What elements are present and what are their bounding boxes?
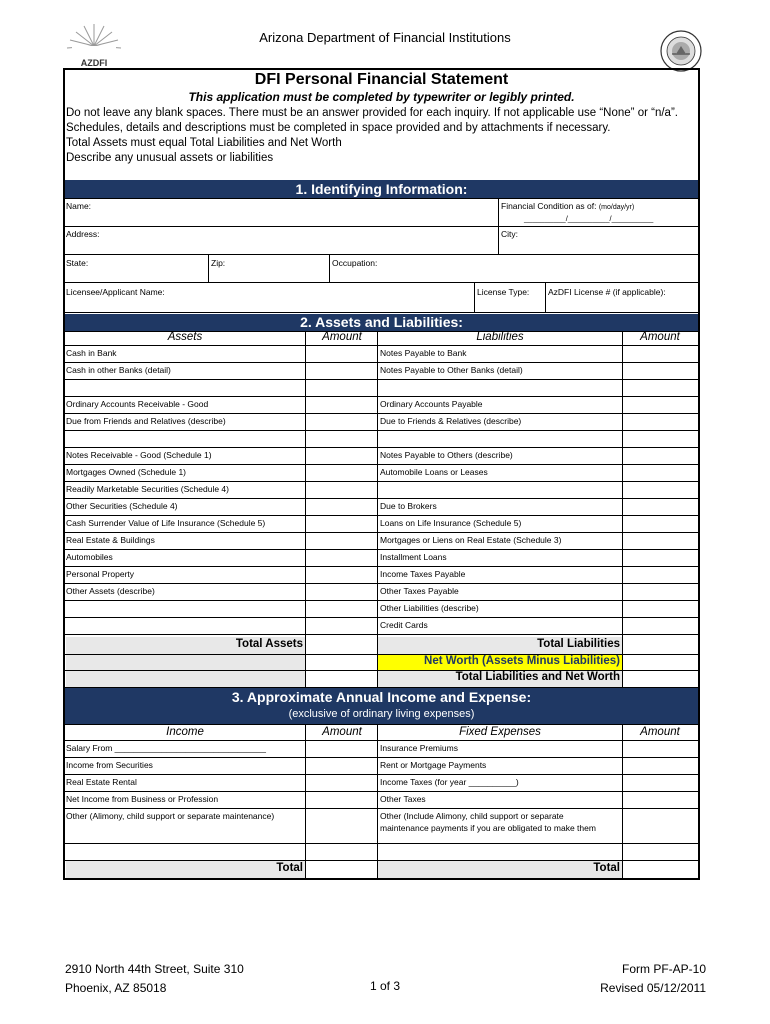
liability-row-label: Income Taxes Payable bbox=[380, 569, 466, 579]
liabilities-column-header: Liabilities bbox=[476, 331, 524, 343]
liability-row-label: Installment Loans bbox=[380, 552, 447, 562]
income-row-label: Income from Securities bbox=[66, 760, 153, 770]
income-total-label: Total bbox=[276, 862, 303, 874]
total-liabilities-net-worth-label: Total Liabilities and Net Worth bbox=[455, 671, 620, 683]
address-field[interactable]: Address: bbox=[66, 229, 100, 239]
page-number: 1 of 3 bbox=[369, 979, 401, 993]
table-row-divider bbox=[65, 634, 698, 635]
instruction-line: Total Assets must equal Total Liabilities and Net Worth bbox=[66, 137, 342, 149]
licensee-name-field[interactable]: Licensee/Applicant Name: bbox=[66, 287, 165, 297]
income-row-label: Net Income from Business or Profession bbox=[66, 794, 219, 804]
income-column-header: Income bbox=[166, 726, 204, 738]
liability-row-label: Other Liabilities (describe) bbox=[380, 603, 479, 613]
asset-row-label: Automobiles bbox=[66, 552, 113, 562]
name-field[interactable]: Name: bbox=[66, 201, 92, 211]
net-worth-label: Net Worth (Assets Minus Liabilities) bbox=[424, 655, 620, 667]
date-format-hint: (mo/day/yr) bbox=[598, 204, 635, 211]
liability-row-label: Credit Cards bbox=[380, 620, 428, 630]
income-row-label[interactable]: Salary From ________________________________ bbox=[66, 743, 266, 753]
asset-row-label: Cash in other Banks (detail) bbox=[66, 365, 171, 375]
section3-subtitle: (exclusive of ordinary living expenses) bbox=[288, 708, 475, 720]
section3-header bbox=[65, 688, 698, 724]
table-row-divider bbox=[65, 566, 698, 567]
table-row-divider bbox=[65, 481, 698, 482]
revised-date: Revised 05/12/2011 bbox=[600, 981, 706, 995]
liability-row-label: Mortgages or Liens on Real Estate (Schedule 3) bbox=[380, 535, 562, 545]
table-row-divider bbox=[65, 447, 698, 448]
liability-row-label: Notes Payable to Others (describe) bbox=[380, 450, 513, 460]
table-row-divider bbox=[65, 600, 698, 601]
asset-row-label: Other Assets (describe) bbox=[66, 586, 155, 596]
income-amount-column-header: Amount bbox=[322, 726, 362, 738]
table-row-divider bbox=[65, 498, 698, 499]
table-row-divider bbox=[65, 464, 698, 465]
income-row-label: Other (Alimony, child support or separate maintenance) bbox=[66, 811, 275, 821]
state-field[interactable]: State: bbox=[66, 258, 89, 268]
expenses-column-header: Fixed Expenses bbox=[459, 726, 541, 738]
liability-row-label: Due to Brokers bbox=[380, 501, 437, 511]
city-field[interactable]: City: bbox=[501, 229, 518, 239]
table-row-divider bbox=[65, 515, 698, 516]
total-assets-label: Total Assets bbox=[235, 638, 303, 650]
expense-row-label: Rent or Mortgage Payments bbox=[380, 760, 487, 770]
liability-row-label: Loans on Life Insurance (Schedule 5) bbox=[380, 518, 522, 528]
financial-condition-label: Financial Condition as of: (mo/day/yr) bbox=[501, 201, 635, 211]
instruction-line: Do not leave any blank spaces. There must be an answer provided for each inquiry. If not applicable use “None” or “n/a”. bbox=[66, 107, 678, 119]
state-seal-icon bbox=[660, 30, 702, 72]
financial-condition-date-field[interactable]: __________/__________/__________ bbox=[524, 214, 654, 223]
section1-header: 1. Identifying Information: bbox=[65, 180, 698, 198]
footer-address-line1: 2910 North 44th Street, Suite 310 bbox=[65, 962, 244, 976]
table-row-divider bbox=[65, 583, 698, 584]
form-number: Form PF-AP-10 bbox=[621, 962, 706, 976]
liability-row-label: Ordinary Accounts Payable bbox=[380, 399, 483, 409]
expense-row-label: Other Taxes bbox=[380, 794, 426, 804]
azdfi-license-field[interactable]: AzDFI License # (if applicable): bbox=[548, 287, 666, 297]
instruction-line: Describe any unusual assets or liabilities bbox=[66, 152, 274, 164]
table-row-divider bbox=[65, 430, 698, 431]
asset-row-label: Mortgages Owned (Schedule 1) bbox=[66, 467, 187, 477]
section2-header: 2. Assets and Liabilities: bbox=[65, 314, 698, 331]
table-row-divider bbox=[65, 617, 698, 618]
section3-title: 3. Approximate Annual Income and Expense: bbox=[231, 689, 532, 705]
asset-row-label: Readily Marketable Securities (Schedule 4) bbox=[66, 484, 229, 494]
license-type-field[interactable]: License Type: bbox=[477, 287, 530, 297]
expense-row-label[interactable]: Income Taxes (for year __________) bbox=[380, 777, 519, 787]
department-name: Arizona Department of Financial Institutions bbox=[259, 30, 511, 45]
footer-address-line2: Phoenix, AZ 85018 bbox=[65, 981, 167, 995]
liability-row-label: Other Taxes Payable bbox=[380, 586, 459, 596]
instruction-line: Schedules, details and descriptions must be completed in space provided and by attachments if necessary. bbox=[66, 122, 611, 134]
total-liabilities-label: Total Liabilities bbox=[537, 638, 620, 650]
expense-row-label-continued: maintenance payments if you are obligated to make them bbox=[380, 823, 596, 833]
liability-row-label: Notes Payable to Bank bbox=[380, 348, 467, 358]
table-row-divider bbox=[65, 532, 698, 533]
asset-row-label: Ordinary Accounts Receivable - Good bbox=[66, 399, 209, 409]
table-row-divider bbox=[65, 549, 698, 550]
logo-text: AZDFI bbox=[80, 58, 108, 68]
expense-row-label: Insurance Premiums bbox=[380, 743, 458, 753]
liability-row-label: Due to Friends & Relatives (describe) bbox=[380, 416, 522, 426]
expense-amount-column-header: Amount bbox=[640, 726, 680, 738]
table-row-divider bbox=[65, 379, 698, 380]
liability-amount-column-header: Amount bbox=[640, 331, 680, 343]
asset-row-label: Real Estate & Buildings bbox=[66, 535, 155, 545]
table-row-divider bbox=[65, 413, 698, 414]
asset-row-label: Due from Friends and Relatives (describe) bbox=[66, 416, 226, 426]
table-row-divider bbox=[65, 396, 698, 397]
occupation-field[interactable]: Occupation: bbox=[332, 258, 378, 268]
form-title: DFI Personal Financial Statement bbox=[254, 71, 509, 88]
asset-row-label: Other Securities (Schedule 4) bbox=[66, 501, 178, 511]
asset-row-label: Personal Property bbox=[66, 569, 135, 579]
assets-column-header: Assets bbox=[167, 331, 203, 343]
asset-row-label: Cash Surrender Value of Life Insurance (Schedule 5) bbox=[66, 518, 266, 528]
asset-amount-column-header: Amount bbox=[322, 331, 362, 343]
table-row-divider bbox=[65, 362, 698, 363]
income-row-label: Real Estate Rental bbox=[66, 777, 137, 787]
asset-row-label: Notes Receivable - Good (Schedule 1) bbox=[66, 450, 212, 460]
azdfi-logo bbox=[62, 20, 126, 72]
expense-row-label: Other (Include Alimony, child support or separate bbox=[380, 811, 564, 821]
zip-field[interactable]: Zip: bbox=[211, 258, 226, 268]
form-subtitle: This application must be completed by typewriter or legibly printed. bbox=[188, 90, 575, 104]
asset-row-label: Cash in Bank bbox=[66, 348, 117, 358]
expense-total-label: Total bbox=[593, 862, 620, 874]
liability-row-label: Notes Payable to Other Banks (detail) bbox=[380, 365, 523, 375]
liability-row-label: Automobile Loans or Leases bbox=[380, 467, 488, 477]
